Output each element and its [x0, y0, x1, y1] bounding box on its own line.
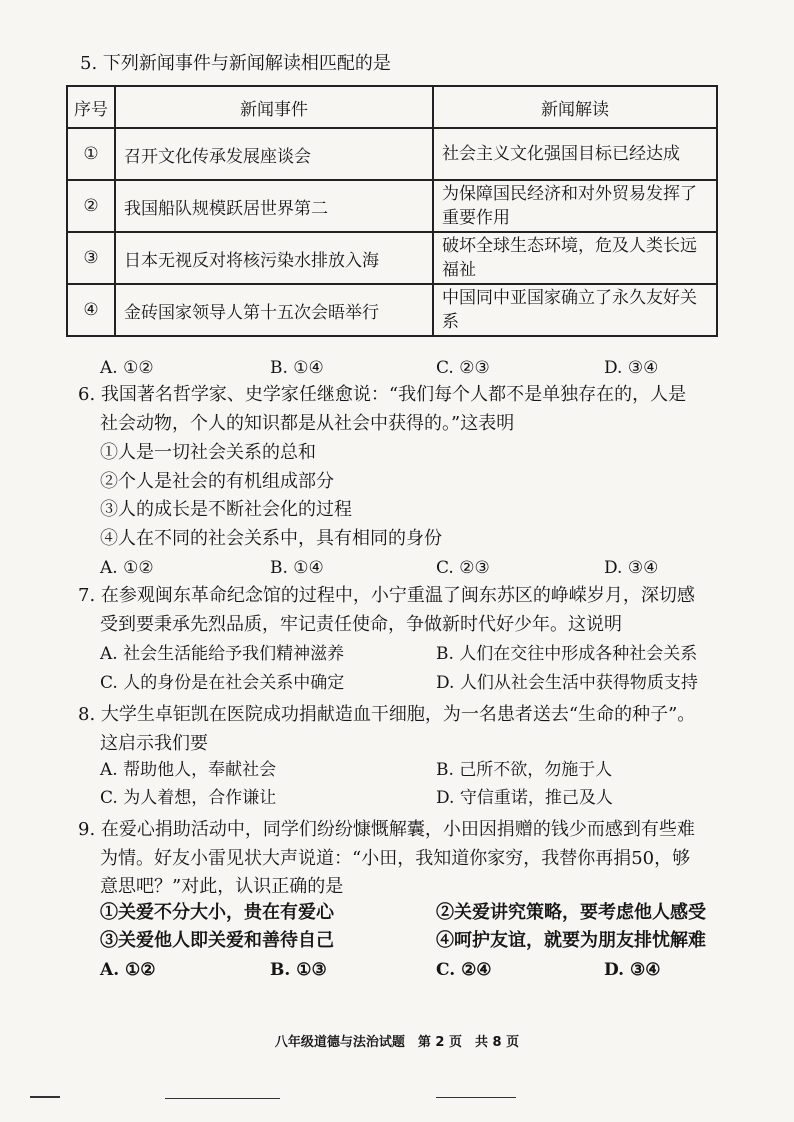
q5-option-b[interactable]: B. ①④	[270, 358, 324, 378]
row-num: ②	[67, 180, 115, 232]
header-num: 序号	[67, 86, 115, 128]
row-num: ①	[67, 128, 115, 180]
q7-option-d[interactable]: D. 人们从社会生活中获得物质支持	[436, 673, 698, 693]
q8-line-1: 8. 大学生卓钜凯在医院成功捐献造血干细胞，为一名患者送去“生命的种子”。	[78, 704, 696, 725]
q6-item-4: ④人在不同的社会关系中，具有相同的身份	[100, 528, 442, 549]
q8-option-c[interactable]: C. 为人着想，合作谦让	[100, 788, 277, 808]
q6-line-1: 6. 我国著名哲学家、史学家任继愈说：“我们每个人都不是单独存在的，人是	[78, 384, 687, 405]
q9-item-2: ②关爱讲究策略，要考虑他人感受	[436, 902, 706, 923]
q6-line-2: 社会动物，个人的知识都是从社会中获得的。”这表明	[100, 413, 515, 434]
q6-item-2: ②个人是社会的有机组成部分	[100, 471, 334, 492]
row-reading: 破坏全球生态环境，危及人类长远福祉	[433, 232, 717, 284]
q7-option-a[interactable]: A. 社会生活能给予我们精神滋养	[100, 644, 345, 664]
q6-option-a[interactable]: A. ①②	[100, 558, 154, 578]
q9-option-d[interactable]: D. ③④	[604, 960, 661, 980]
q9-item-3: ③关爱他人即关爱和善待自己	[100, 930, 334, 951]
q5-option-a[interactable]: A. ①②	[100, 358, 154, 378]
news-table	[66, 85, 718, 337]
q9-option-b[interactable]: B. ①③	[270, 960, 327, 980]
header-event: 新闻事件	[115, 86, 433, 128]
q5-option-d[interactable]: D. ③④	[604, 358, 659, 378]
q8-option-a[interactable]: A. 帮助他人，奉献社会	[100, 760, 277, 780]
q5-title: 5. 下列新闻事件与新闻解读相匹配的是	[80, 53, 391, 74]
q9-option-c[interactable]: C. ②④	[436, 960, 492, 980]
q9-item-1: ①关爱不分大小，贵在有爱心	[100, 902, 334, 923]
q6-item-3: ③人的成长是不断社会化的过程	[100, 499, 352, 520]
q7-line-2: 受到要秉承先烈品质，牢记责任使命，争做新时代好少年。这说明	[100, 614, 622, 635]
q9-line-3: 意思吧？”对此，认识正确的是	[100, 876, 344, 897]
row-event: 金砖国家领导人第十五次会晤举行	[115, 284, 433, 336]
q9-option-a[interactable]: A. ①②	[100, 960, 156, 980]
q7-option-b[interactable]: B. 人们在交往中形成各种社会关系	[436, 644, 698, 664]
q6-option-b[interactable]: B. ①④	[270, 558, 324, 578]
row-reading: 社会主义文化强国目标已经达成	[433, 128, 717, 180]
q7-option-c[interactable]: C. 人的身份是在社会关系中确定	[100, 673, 345, 693]
page-footer: 八年级道德与法治试题 第 2 页 共 8 页	[274, 1035, 520, 1050]
row-num: ③	[67, 232, 115, 284]
row-reading: 中国同中亚国家确立了永久友好关系	[433, 284, 717, 336]
row-num: ④	[67, 284, 115, 336]
table-row	[67, 284, 717, 336]
header-reading: 新闻解读	[433, 86, 717, 128]
q6-option-c[interactable]: C. ②③	[436, 558, 490, 578]
q7-line-1: 7. 在参观闽东革命纪念馆的过程中，小宁重温了闽东苏区的峥嵘岁月，深切感	[78, 585, 695, 606]
scan-mark-2	[165, 1098, 280, 1099]
q6-item-1: ①人是一切社会关系的总和	[100, 442, 316, 463]
row-event: 日本无视反对将核污染水排放入海	[115, 232, 433, 284]
q9-line-2: 为情。好友小雷见状大声说道：“小田，我知道你家穷，我替你再捐50，够	[100, 848, 691, 869]
row-event: 我国船队规模跃居世界第二	[115, 180, 433, 232]
q9-item-4: ④呵护友谊，就要为朋友排忧解难	[436, 930, 706, 951]
q6-option-d[interactable]: D. ③④	[604, 558, 659, 578]
table-row	[67, 232, 717, 284]
table-header-row	[67, 86, 717, 128]
q8-option-d[interactable]: D. 守信重诺，推己及人	[436, 788, 613, 808]
row-reading: 为保障国民经济和对外贸易发挥了重要作用	[433, 180, 717, 232]
table-row	[67, 128, 717, 180]
q8-line-2: 这启示我们要	[100, 733, 208, 754]
table-row	[67, 180, 717, 232]
q9-line-1: 9. 在爱心捐助活动中，同学们纷纷慷慨解囊，小田因捐赠的钱少而感到有些难	[78, 819, 695, 840]
scan-mark-3	[436, 1097, 516, 1098]
q8-option-b[interactable]: B. 己所不欲，勿施于人	[436, 760, 613, 780]
row-event: 召开文化传承发展座谈会	[115, 128, 433, 180]
q5-option-c[interactable]: C. ②③	[436, 358, 490, 378]
scan-mark-1	[30, 1096, 60, 1098]
